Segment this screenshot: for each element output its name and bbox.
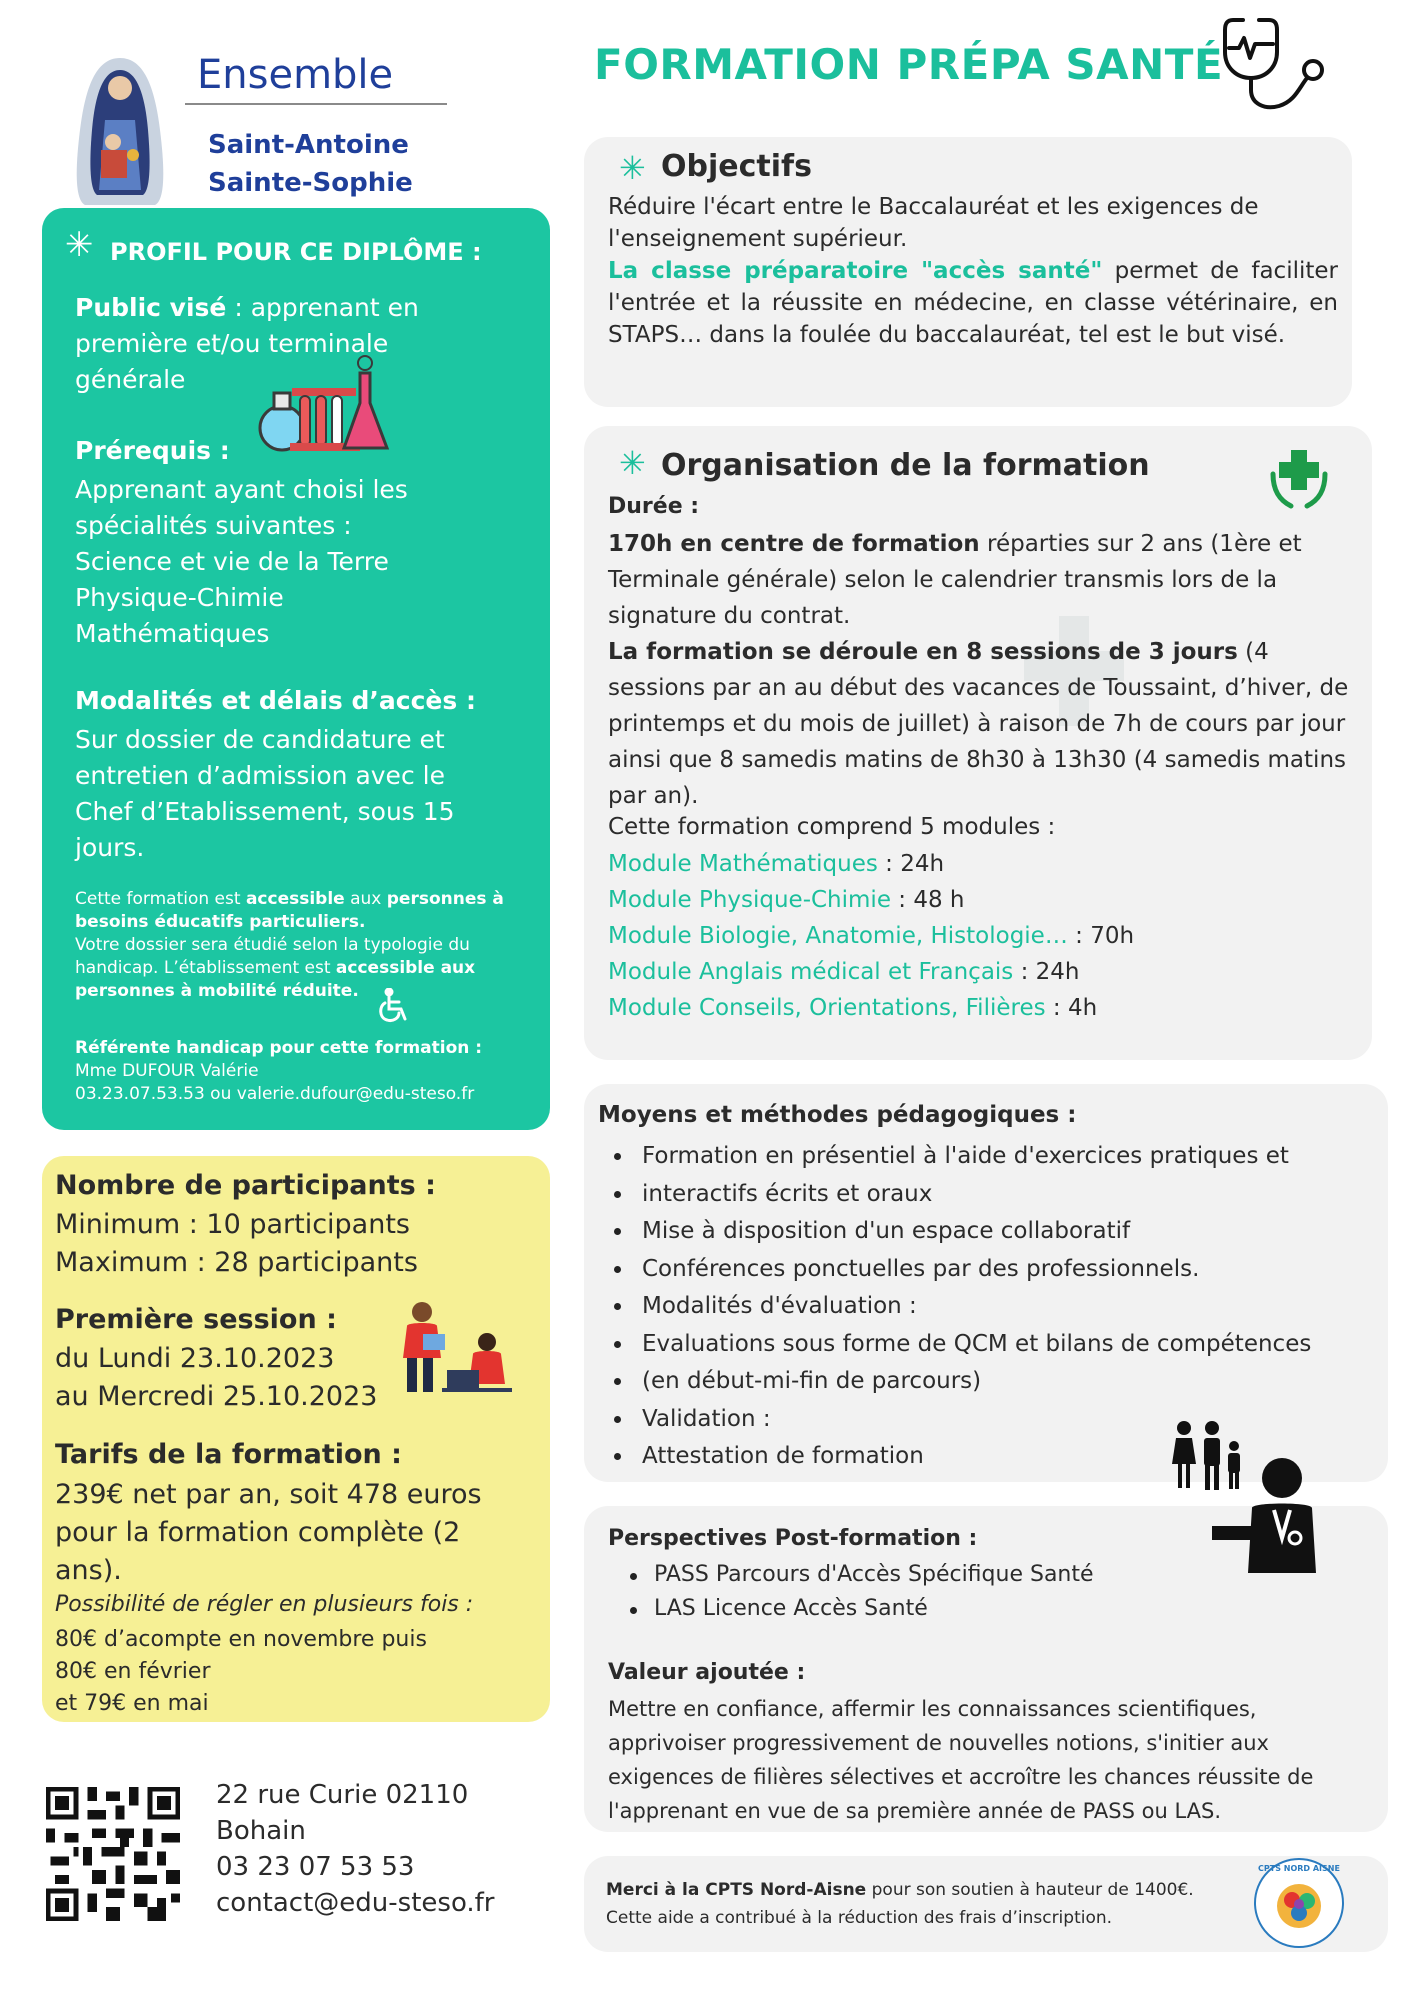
organisation-bold: La formation se déroule en 8 sessions de 3 jours <box>608 639 1238 665</box>
module-name: Module Anglais médical et Français <box>608 959 1014 985</box>
prereq-line: Physique-Chimie <box>75 583 284 612</box>
merci-panel <box>584 1856 1388 1952</box>
moyens-heading: Moyens et méthodes pédagogiques : <box>598 1102 1077 1128</box>
objectifs-p1: Réduire l'écart entre le Baccalauréat et les exigences de l'enseignement supérieur. <box>608 194 1259 252</box>
moyens-item-text: Formation en présentiel à l'aide d'exercices pratiques et <box>642 1143 1289 1169</box>
organisation-text: réparties sur 2 ans (1ère et Terminale générale) selon le calendrier transmis lors de la signature du contrat. <box>608 531 1302 629</box>
access-bold: personnes à besoins éducatifs particuliers. <box>75 889 504 932</box>
tarifs-text: 239€ net par an, soit 478 euros pour la formation complète (2 ans). <box>55 1479 482 1586</box>
tarifs-line: 80€ en février <box>55 1659 211 1684</box>
contact-address-1: 22 rue Curie 02110 <box>216 1780 469 1810</box>
prereq-line: Science et vie de la Terre <box>75 547 389 576</box>
family-doctor-icon <box>1170 1418 1330 1573</box>
moyens-item <box>608 1288 1311 1326</box>
organisation-text: (4 sessions par an au début des vacances de Toussaint, d’hiver, de printemps et du mois de juillet) à raison de 7h de cours par jour ainsi que 8 samedis matins de 8h30 à 13h30 (4 samedis matins par an). <box>608 639 1349 809</box>
logo-saint-antoine: Saint-Antoine <box>208 130 409 160</box>
cpts-badge <box>1252 1856 1346 1950</box>
moyens-item <box>608 1326 1311 1364</box>
contact-email[interactable]: contact@edu-steso.fr <box>216 1888 495 1918</box>
perspectives-heading: Perspectives Post-formation : <box>608 1526 978 1551</box>
prereq-lines <box>75 472 408 652</box>
tarifs-line: et 79€ en mai <box>55 1691 209 1716</box>
referent-name: Mme DUFOUR Valérie <box>75 1061 259 1081</box>
modal-label: Modalités et délais d’accès : <box>75 686 476 715</box>
tarifs-note: Possibilité de régler en plusieurs fois : <box>55 1592 474 1617</box>
public-text: : apprenant en première et/ou terminale générale <box>75 293 419 394</box>
tarifs-lines <box>55 1624 427 1720</box>
profil-heading: PROFIL POUR CE DIPLÔME : <box>110 238 482 266</box>
perspectives-item-text: PASS Parcours d'Accès Spécifique Santé <box>654 1562 1094 1587</box>
accessibility-text <box>75 888 525 1003</box>
perspectives-item-text: LAS Licence Accès Santé <box>654 1596 928 1621</box>
modal-text: Sur dossier de candidature et entretien d’admission avec le Chef d’Etablissement, sous 15 jours. <box>75 725 455 862</box>
asterisk-icon: ✳ <box>619 444 646 482</box>
logo-sainte-sophie: Sainte-Sophie <box>208 168 413 198</box>
session-start: du Lundi 23.10.2023 <box>55 1343 335 1374</box>
moyens-item-text: Conférences ponctuelles par des professionnels. <box>642 1255 1200 1282</box>
objectifs-panel <box>584 137 1352 407</box>
logo-divider <box>185 103 447 105</box>
module-hours: : 4h <box>1045 995 1098 1021</box>
duree-label: Durée : <box>608 494 700 519</box>
session-label: Première session : <box>55 1304 337 1335</box>
moyens-item <box>608 1176 1311 1214</box>
participants-label: Nombre de participants : <box>55 1170 436 1201</box>
module-hours: : 24h <box>1013 959 1080 985</box>
prereq-label: Prérequis : <box>75 436 230 465</box>
merci-text: pour son soutien à hauteur de 1400€. <box>866 1880 1194 1900</box>
participants-min: Minimum : 10 participants <box>55 1209 410 1240</box>
profil-panel <box>42 208 550 1130</box>
merci-line-2: Cette aide a contribué à la réduction des frais d’inscription. <box>606 1908 1113 1928</box>
objectifs-p2 <box>608 255 1338 351</box>
module-name: Module Mathématiques <box>608 851 878 877</box>
moyens-item-text: Evaluations sous forme de QCM et bilans de compétences <box>642 1330 1312 1357</box>
school-logo <box>55 50 185 210</box>
contact-address-2: Bohain <box>216 1816 306 1846</box>
public-label: Public visé <box>75 293 227 322</box>
organisation-p2 <box>608 634 1368 814</box>
prereq-line: Apprenant ayant choisi les <box>75 475 408 504</box>
organisation-bold: 170h en centre de formation <box>608 531 980 557</box>
module-item <box>608 846 1134 882</box>
moyens-item <box>608 1363 1311 1401</box>
students-illustration <box>387 1296 517 1396</box>
logo-ensemble: Ensemble <box>197 52 394 98</box>
prereq-line: Mathématiques <box>75 619 270 648</box>
moyens-item-text: Validation : <box>642 1405 771 1432</box>
organisation-panel <box>584 426 1372 1060</box>
moyens-item <box>608 1251 1311 1289</box>
objectifs-text: permet de faciliter l'entrée et la réussite en médecine, en classe vétérinaire, en STAPS… dans la foulée du baccalauréat, tel est le but visé. <box>608 258 1338 348</box>
module-item <box>608 954 1134 990</box>
cpts-badge-label: CPTS NORD AISNE <box>1258 1864 1340 1873</box>
tarifs-label: Tarifs de la formation : <box>55 1439 402 1470</box>
lab-flasks-icon <box>252 353 392 458</box>
merci-line-1 <box>606 1880 1194 1900</box>
statue-logo <box>55 50 185 210</box>
organisation-p1 <box>608 526 1368 634</box>
access-text: Votre dossier sera étudié selon la typologie du handicap. L’établissement est <box>75 935 470 978</box>
module-hours: : 70h <box>1067 923 1135 949</box>
moyens-item-text: Mise à disposition d'un espace collaboratif <box>642 1218 1131 1244</box>
moyens-item-text: Attestation de formation <box>642 1443 924 1469</box>
moyens-item-text: interactifs écrits et oraux <box>642 1180 933 1207</box>
module-item <box>608 918 1134 954</box>
moyens-item-text: (en début-mi-fin de parcours) <box>642 1368 982 1394</box>
moyens-item <box>608 1213 1311 1251</box>
infos-panel <box>42 1156 550 1722</box>
caring-hands-cross-icon <box>1269 446 1329 510</box>
valeur-text: Mettre en confiance, affermir les connaissances scientifiques, apprivoiser progressivement de nouvelles notions, s'initier aux exigences de filières sélectives et accroître les chances réussite de l'apprenant en vue de sa première année de PASS ou LAS. <box>608 1697 1314 1823</box>
module-name: Module Biologie, Anatomie, Histologie… <box>608 923 1068 949</box>
module-hours: : 48 h <box>890 887 965 913</box>
participants-max: Maximum : 28 participants <box>55 1247 418 1278</box>
moyens-item-text: Modalités d'évaluation : <box>642 1293 917 1319</box>
session-end: au Mercredi 25.10.2023 <box>55 1381 378 1412</box>
objectifs-highlight: La classe préparatoire "accès santé" <box>608 258 1103 284</box>
wheelchair-icon <box>377 988 411 1024</box>
contact-phone[interactable]: 03 23 07 53 53 <box>216 1852 415 1882</box>
contact-block <box>216 1777 495 1921</box>
access-text: aux <box>344 889 387 909</box>
access-bold: accessible aux personnes à mobilité réduite. <box>75 958 476 1001</box>
page-title: FORMATION PRÉPA SANTÉ <box>594 40 1224 89</box>
access-bold: accessible <box>245 889 345 909</box>
referent-label: Référente handicap pour cette formation : <box>75 1038 483 1058</box>
organisation-heading: Organisation de la formation <box>661 448 1150 483</box>
tarifs-line: 80€ d’acompte en novembre puis <box>55 1627 427 1652</box>
asterisk-icon: ✳ <box>65 225 94 265</box>
module-item <box>608 990 1134 1026</box>
organisation-p3: Cette formation comprend 5 modules : <box>608 814 1056 840</box>
module-name: Module Conseils, Orientations, Filières <box>608 995 1046 1021</box>
perspectives-item <box>624 1558 1094 1592</box>
asterisk-icon: ✳ <box>619 149 646 187</box>
referent-contact: 03.23.07.53.53 ou valerie.dufour@edu-steso.fr <box>75 1084 475 1104</box>
qr-code[interactable] <box>46 1787 180 1921</box>
valeur-label: Valeur ajoutée : <box>608 1660 806 1685</box>
prereq-line: spécialités suivantes : <box>75 511 352 540</box>
stethoscope-icon <box>1215 12 1335 117</box>
merci-bold: Merci à la CPTS Nord-Aisne <box>606 1880 867 1900</box>
perspectives-item <box>624 1592 1094 1626</box>
module-item <box>608 882 1134 918</box>
objectifs-heading: Objectifs <box>661 149 812 184</box>
access-text: Cette formation est <box>75 889 246 909</box>
module-hours: : 24h <box>877 851 945 877</box>
perspectives-list <box>624 1558 1094 1626</box>
modules-list <box>608 846 1134 1026</box>
module-name: Module Physique-Chimie <box>608 887 891 913</box>
moyens-item <box>608 1138 1311 1176</box>
